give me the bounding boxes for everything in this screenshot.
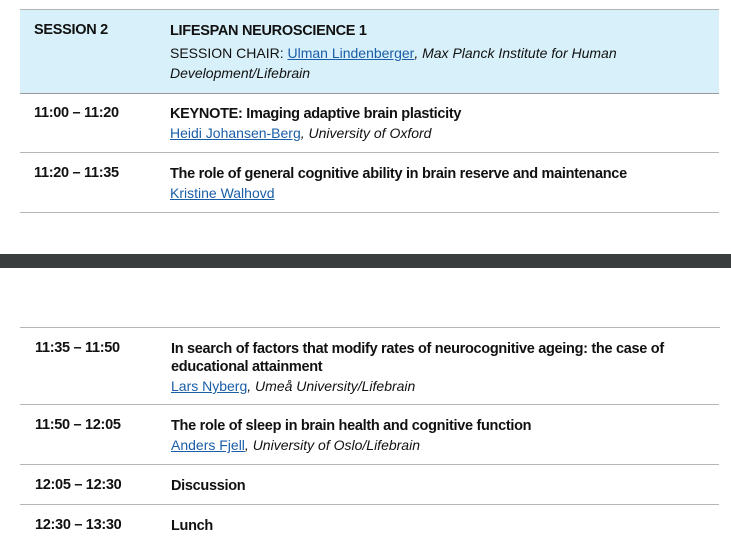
program-row	[20, 93, 719, 153]
speaker-link[interactable]: Heidi Johansen-Berg	[170, 125, 301, 141]
row-content	[171, 477, 711, 495]
row-time: 11:50 – 12:05	[35, 417, 121, 433]
row-time: 12:05 – 12:30	[35, 477, 122, 493]
program-row	[20, 465, 719, 505]
speaker-affiliation: , University of Oxford	[300, 125, 432, 141]
chair-name-link[interactable]: Ulman Lindenberger	[287, 45, 415, 61]
speaker-line	[171, 376, 711, 396]
program-row	[20, 328, 719, 405]
row-content	[171, 340, 711, 396]
page-bottom	[0, 268, 731, 552]
speaker-line	[170, 123, 710, 143]
page-divider	[0, 254, 731, 268]
speaker-affiliation: , University of Oslo/Lifebrain	[244, 437, 420, 453]
row-time: 11:20 – 11:35	[34, 165, 119, 181]
row-content	[171, 417, 711, 455]
talk-title: The role of general cognitive ability in brain reserve and maintenance	[170, 166, 627, 182]
row-time: 12:30 – 13:30	[35, 517, 122, 533]
speaker-line	[171, 435, 711, 455]
session-header-row	[20, 9, 719, 94]
row-content	[170, 105, 710, 143]
session-label: SESSION 2	[34, 22, 108, 38]
agenda-title: Discussion	[171, 478, 246, 494]
talk-title: KEYNOTE: Imaging adaptive brain plasticity	[170, 106, 462, 122]
page-top	[0, 0, 731, 254]
row-content	[171, 517, 711, 535]
session-title: LIFESPAN NEUROSCIENCE 1	[170, 23, 367, 39]
speaker-link[interactable]: Kristine Walhovd	[170, 185, 275, 201]
agenda-title: Lunch	[171, 518, 213, 534]
chair-affiliation: , Max Planck Institute for Human Development/Lifebrain	[170, 45, 617, 81]
row-time: 11:35 – 11:50	[35, 340, 120, 356]
chair-label: SESSION CHAIR:	[170, 45, 288, 61]
speaker-affiliation: , Umeå University/Lifebrain	[247, 378, 416, 394]
speaker-line	[170, 183, 710, 203]
session-chair-line	[170, 43, 710, 83]
row-time: 11:00 – 11:20	[34, 105, 119, 121]
program-row	[20, 153, 719, 213]
talk-title: In search of factors that modify rates of neurocognitive ageing: the case of educational attainment	[171, 341, 664, 375]
session-content	[170, 22, 710, 83]
talk-title: The role of sleep in brain health and cognitive function	[171, 418, 532, 434]
speaker-link[interactable]: Anders Fjell	[171, 437, 245, 453]
speaker-link[interactable]: Lars Nyberg	[171, 378, 248, 394]
program-row	[20, 505, 719, 552]
program-row	[20, 405, 719, 465]
row-content	[170, 165, 710, 203]
